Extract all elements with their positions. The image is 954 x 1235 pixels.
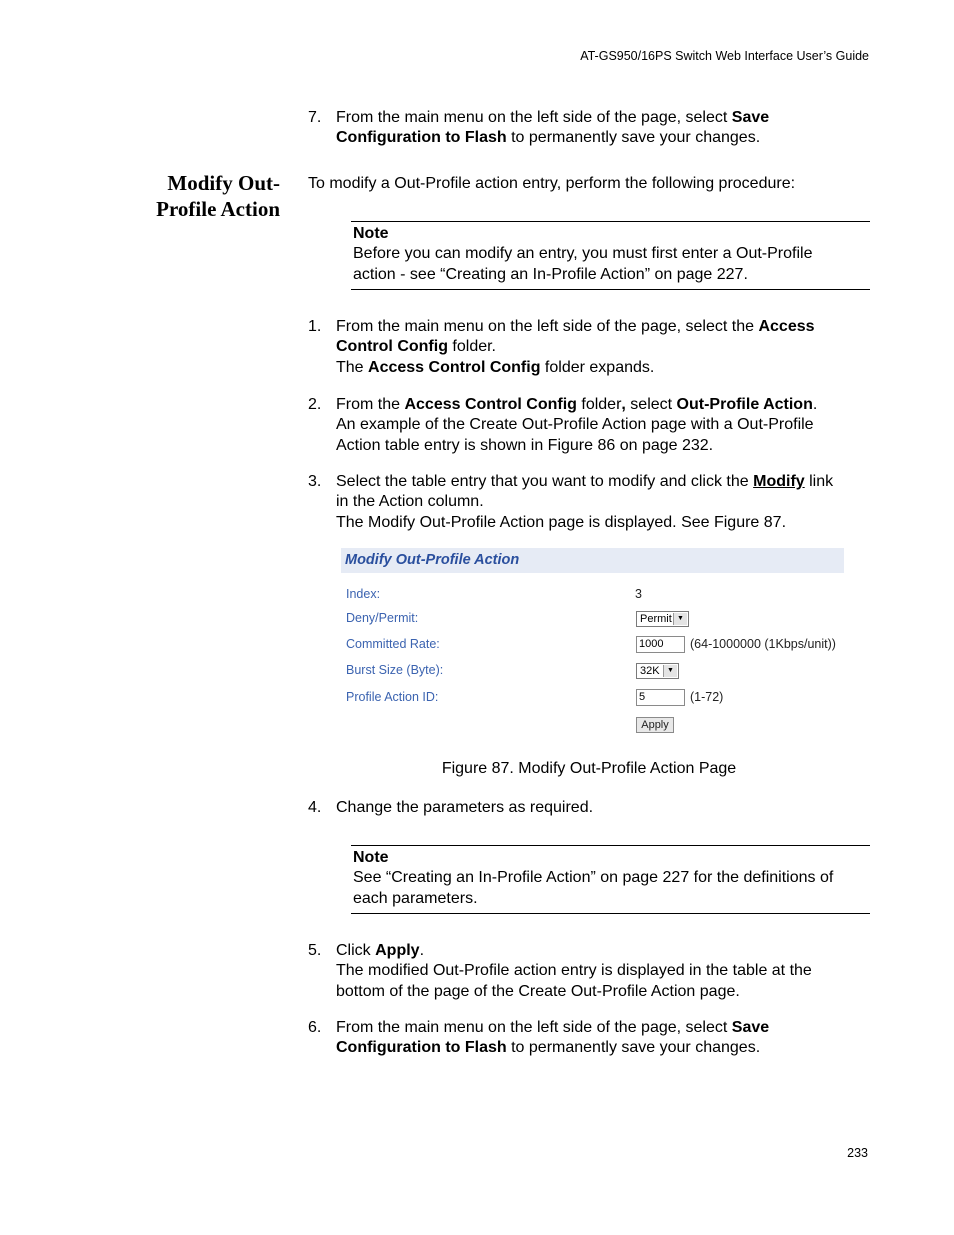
step-text: Click: [336, 942, 376, 959]
modify-out-profile-form: [341, 548, 844, 738]
step-number: 4.: [308, 799, 322, 816]
step-5: [308, 941, 874, 1002]
apply-button[interactable]: Apply: [636, 717, 674, 733]
deny-permit-select[interactable]: [636, 611, 689, 627]
menu-item-ref: Access Control Config: [368, 358, 541, 376]
step-6: [308, 1018, 874, 1059]
step-number: 1.: [308, 318, 322, 335]
step-number: 7.: [308, 109, 322, 126]
button-ref: Apply: [375, 942, 420, 959]
menu-item-ref: Out-Profile Action: [676, 396, 813, 413]
form-title: Modify Out-Profile Action: [341, 548, 844, 573]
modify-link-ref: Modify: [753, 473, 805, 490]
menu-item-ref: Configuration to Flash: [336, 1039, 507, 1057]
step-text: From the main menu on the left side of the page, select: [336, 109, 732, 126]
menu-item-ref: Save: [731, 109, 770, 126]
step-text: in the Action column.: [336, 493, 484, 511]
burst-size-select[interactable]: [636, 663, 679, 679]
index-value: 3: [635, 587, 642, 601]
menu-item-ref: Access Control Config: [404, 396, 577, 413]
running-header: AT-GS950/16PS Switch Web Interface User’s Guide: [580, 49, 869, 63]
note-line: Before you can modify an entry, you must first enter a Out-Profile: [353, 245, 813, 263]
committed-rate-label: Committed Rate:: [346, 637, 440, 651]
step-1: [308, 317, 874, 378]
section-heading-line: Profile Action: [156, 197, 280, 221]
step-number: 3.: [308, 473, 322, 490]
section-heading: [100, 170, 280, 222]
committed-rate-input[interactable]: 1000: [636, 636, 685, 653]
dropdown-arrow-icon: ▼: [663, 665, 677, 677]
note-line: each parameters.: [353, 889, 478, 907]
step-7: [308, 108, 874, 149]
step-text: The modified Out-Profile action entry is displayed in the table at the: [336, 962, 812, 980]
step-text: link: [804, 473, 834, 490]
deny-permit-value: Permit: [640, 613, 672, 625]
step-2: [308, 395, 874, 456]
index-label: Index:: [346, 587, 381, 601]
step-text: From the main menu on the left side of the page, select: [336, 1019, 732, 1036]
deny-permit-label: Deny/Permit:: [346, 611, 419, 625]
step-text: ,: [621, 396, 626, 413]
step-text: folder expands.: [540, 358, 655, 376]
section-intro: To modify a Out-Profile action entry, perform the following procedure:: [308, 175, 796, 192]
burst-size-value: 32K: [640, 665, 660, 677]
note-box: [351, 845, 870, 914]
step-text: Action table entry is shown in Figure 86 on page 232.: [336, 436, 714, 454]
step-number: 6.: [308, 1019, 322, 1036]
note-box: [351, 221, 870, 290]
menu-item-ref: Access: [758, 318, 815, 335]
step-number: 5.: [308, 942, 322, 959]
menu-item-ref: Save: [731, 1019, 770, 1036]
step-text: bottom of the page of the Create Out-Profile Action page.: [336, 982, 740, 1000]
note-line: See “Creating an In-Profile Action” on page 227 for the definitions of: [353, 869, 834, 887]
step-text: The: [336, 358, 369, 376]
step-4: [308, 798, 874, 818]
step-text: folder.: [447, 338, 496, 356]
step-text: Select the table entry that you want to modify and click the: [336, 473, 754, 490]
step-text: An example of the Create Out-Profile Action page with a Out-Profile: [336, 416, 814, 434]
note-title: Note: [353, 849, 389, 866]
note-line: action - see “Creating an In-Profile Action” on page 227.: [353, 265, 748, 283]
note-body: [351, 868, 870, 909]
step-text: From the main menu on the left side of the page, select the: [336, 318, 759, 335]
step-number: 2.: [308, 396, 322, 413]
step-text: to permanently save your changes.: [506, 1039, 761, 1057]
profile-action-id-label: Profile Action ID:: [346, 690, 439, 704]
step-text: The Modify Out-Profile Action page is displayed. See Figure 87.: [336, 513, 787, 531]
step-text: select: [625, 396, 677, 413]
step-text: From the: [336, 396, 405, 413]
profile-action-id-hint: (1-72): [690, 690, 724, 704]
committed-rate-hint: (64-1000000 (1Kbps/unit)): [690, 637, 836, 651]
step-text: Change the parameters as required.: [336, 799, 594, 816]
dropdown-arrow-icon: ▼: [673, 613, 687, 625]
section-heading-line: Modify Out-: [167, 171, 280, 195]
step-text: folder: [576, 396, 622, 413]
step-text: .: [812, 396, 818, 413]
step-text: to permanently save your changes.: [506, 129, 761, 147]
burst-size-label: Burst Size (Byte):: [346, 663, 444, 677]
menu-item-ref: Control Config: [336, 338, 448, 356]
profile-action-id-input[interactable]: 5: [636, 689, 685, 706]
figure-caption: Figure 87. Modify Out-Profile Action Page: [441, 760, 737, 777]
menu-item-ref: Configuration to Flash: [336, 129, 507, 147]
step-text: .: [419, 942, 425, 959]
note-body: [351, 244, 870, 285]
page-number: 233: [847, 1146, 868, 1160]
step-3: [308, 472, 874, 533]
note-title: Note: [353, 225, 389, 242]
